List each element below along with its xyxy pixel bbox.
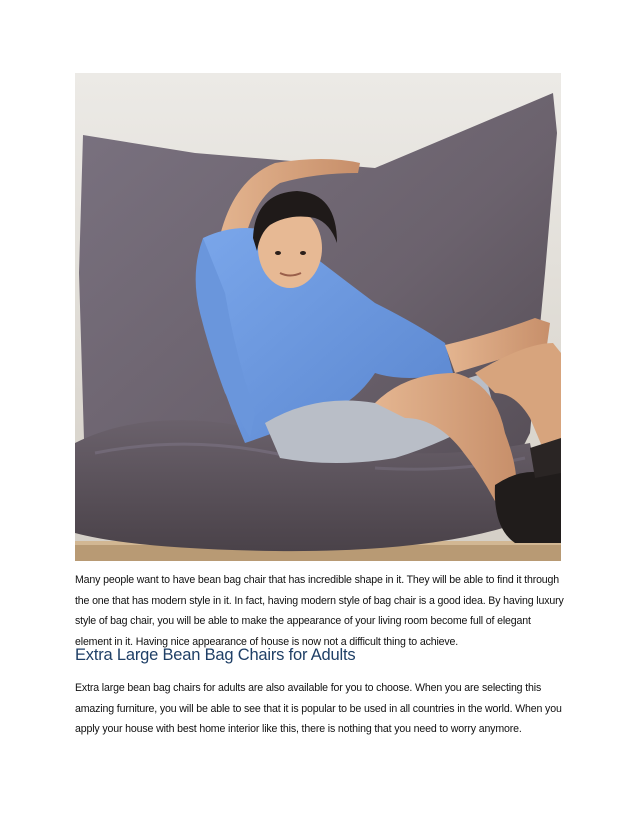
intro-paragraph: Many people want to have bean bag chair that has incredible shape in it. They will be able to find it through the one that has modern style in it. In fact, having modern style of bag chair is a good idea. By having luxury style of bag chair, you will be able to make the appearance of your living room become full of elegant element in it. Having nice appearance of house is now not a difficult thing to achieve. [75, 574, 564, 648]
section-heading: Extra Large Bean Bag Chairs for Adults [75, 646, 356, 664]
section-paragraph: Extra large bean bag chairs for adults are also available for you to choose. When you are selecting this amazing furniture, you will be able to see that it is popular to be used in all countries in the world. When you apply your house with best home interior like this, there is nothing that you need to worry anymore. [75, 682, 562, 735]
bean-bag-photo [75, 73, 561, 561]
